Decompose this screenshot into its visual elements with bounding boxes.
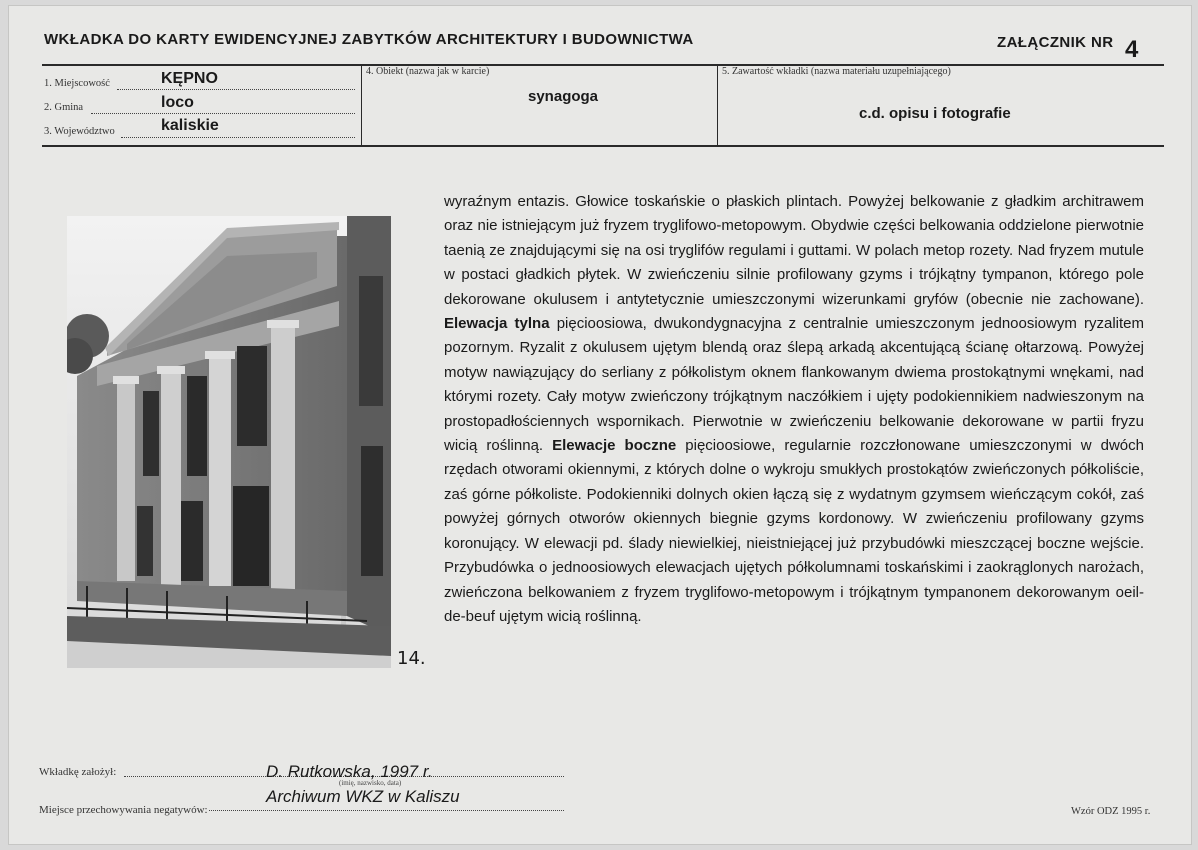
description-part-3: pięcioosiowe, regularnie rozczłonowane umieszczonymi w dwóch rzędach otworami okiennymi, z których dolne o wykroju smukłych prostokątów zwieńczonych półkoliście, zaś górne półkoliste. Podokienniki dolnych okien łączą się z wydatnym gzymsem wieńczącym cokół, zaś powyżej górnych otworów okiennych biegnie gzyms kordonowy. W zwieńczeniu profilowany gzyms koronujący. W elewacji pd. ślady niewielkiej, nieistniejącej już przybudówki mieszczącej boczne wejście. Przybudówka o jednoosiowych elewacjach ujętych półkolumnami toskańskimi i zaokrąglonych narożach, zwieńczona belkowaniem z fryzem tryglifowo-metopowym i trójkątnym tympanonem dekorowanym oeil-de-beuf ujętym wicią roślinną. — [444, 437, 1144, 625]
header-divider-2 — [717, 64, 718, 146]
wojewodztwo-dots — [121, 137, 355, 138]
description-paragraph — [444, 190, 1144, 629]
storage-dots — [209, 810, 564, 811]
zawartosc-value: c.d. opisu i fotografie — [859, 105, 1011, 122]
author-label: Wkładkę założył: — [39, 766, 117, 778]
author-value: D. Rutkowska, 1997 r. — [266, 762, 433, 781]
author-hint: (imię, nazwisko, data) — [339, 779, 402, 787]
appendix-number: 4 — [1125, 36, 1139, 63]
storage-label: Miejsce przechowywania negatywów: — [39, 804, 208, 816]
miejscowosc-value: KĘPNO — [161, 70, 218, 87]
header-divider-1 — [361, 64, 362, 146]
form-title: WKŁADKA DO KARTY EWIDENCYJNEJ ZABYTKÓW ARCHITEKTURY I BUDOWNICTWA — [44, 31, 694, 48]
wojewodztwo-value: kaliskie — [161, 117, 219, 134]
description-heading-side: Elewacje boczne — [552, 437, 677, 455]
header-top-rule — [42, 64, 1164, 66]
photo-number: 14. — [397, 648, 426, 669]
obiekt-label: 4. Obiekt (nazwa jak w karcie) — [366, 66, 490, 77]
description-part-2: pięcioosiowa, dwukondygnacyjna z centralnie umieszczonym jednoosiowym ryzalitem pozornym. Ryzalit z okulusem ujętym blendą oraz ślepą arkadą akcentującą ścianę ołtarzową. Powyżej motyw nawiązujący do serliany z półkolistym oknem flankowanym dwiema prostokątnymi wnękami, nad którymi rozety. Cały motyw zwieńczony trójkątnym naczółkiem i ujęty podokiennikiem nadwieszonym na prostopadłościennych wspornikach. Pierwotnie w zwieńczeniu belkowanie dekorowane w partii fryzu wicią roślinną. — [444, 315, 1145, 455]
description-part-1: wyraźnym entazis. Głowice toskańskie o płaskich plintach. Powyżej belkowanie z gładkim architrawem oraz nie istniejącym już fryzem tryglifowo-metopowym. Obydwie części belkowania oddzielone pierwotnie taenią ze znajdującymi się na osi tryglifów regulami i guttami. W polach metop rozety. Nad fryzem mutule w postaci gładkich płytek. W zwieńczeniu silnie profilowany gzyms i trójkątny tympanon, którego pole dekorowane okulusem i antytetycznie umieszczonymi wizerunkami gryfów (obecnie nie zachowane). — [444, 193, 1144, 308]
miejscowosc-dots — [117, 89, 355, 90]
form-sheet — [8, 5, 1192, 845]
zawartosc-label: 5. Zawartość wkładki (nazwa materiału uzupełniającego) — [722, 66, 951, 77]
form-version-label: Wzór ODZ 1995 r. — [1071, 806, 1151, 817]
description-text — [444, 190, 1144, 629]
obiekt-value: synagoga — [528, 88, 599, 105]
synagogue-photo — [67, 216, 391, 668]
gmina-value: loco — [161, 94, 194, 111]
wojewodztwo-label: 3. Województwo — [44, 126, 115, 137]
storage-value: Archiwum WKZ w Kaliszu — [266, 787, 460, 806]
header-bottom-rule — [42, 145, 1164, 147]
miejscowosc-label: 1. Miejscowość — [44, 78, 110, 89]
gmina-dots — [91, 113, 355, 114]
description-heading-rear: Elewacja tylna — [444, 315, 550, 333]
appendix-label: ZAŁĄCZNIK NR — [997, 34, 1114, 51]
gmina-label: 2. Gmina — [44, 102, 84, 113]
